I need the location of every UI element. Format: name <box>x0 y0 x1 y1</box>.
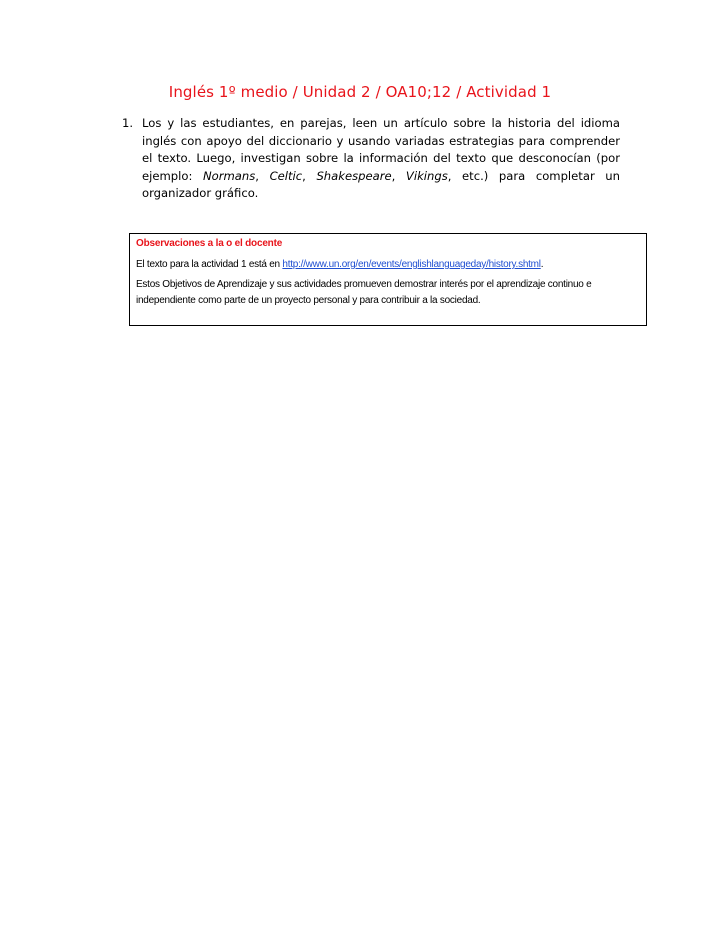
example-separator: , <box>391 168 406 183</box>
text-source-suffix: . <box>540 259 544 270</box>
teacher-notes-heading: Observaciones a la o el docente <box>136 238 283 249</box>
activity-text-intro: Los y las estudiantes, en parejas, leen un artículo sobre la historia del idioma inglés con apoyo del diccionario y usando variadas estrategias para comprender el texto. Luego, investigan sobre la información del texto que desconocían (por ejemplo: <box>142 116 620 183</box>
example-celtic: Celtic <box>269 168 303 183</box>
learning-objectives-paragraph: Estos Objetivos de Aprendizaje y sus actividades promueven demostrar interés por el aprendizaje continuo e independiente como parte de un proyecto personal y para contribuir a la sociedad. <box>136 279 592 306</box>
activity-text <box>142 116 620 200</box>
example-shakespeare: Shakespeare <box>316 168 392 183</box>
text-source-prefix: El texto para la actividad 1 está en <box>136 259 283 270</box>
activity-text-outro: , etc.) para completar un organizador gráfico. <box>142 168 620 200</box>
text-source-link[interactable]: http://www.un.org/en/events/englishlanguageday/history.shtml <box>282 259 541 270</box>
teacher-notes-box <box>129 233 647 326</box>
activity-item <box>122 115 620 203</box>
example-separator: , <box>302 168 317 183</box>
text-source-line <box>136 257 640 273</box>
example-separator: , <box>255 168 270 183</box>
item-number: 1. <box>122 116 134 130</box>
page-title: Inglés 1º medio / Unidad 2 / OA10;12 / Actividad 1 <box>168 83 552 101</box>
example-vikings: Vikings <box>405 168 448 183</box>
example-normans: Normans <box>202 168 256 183</box>
activity-list <box>122 115 620 203</box>
